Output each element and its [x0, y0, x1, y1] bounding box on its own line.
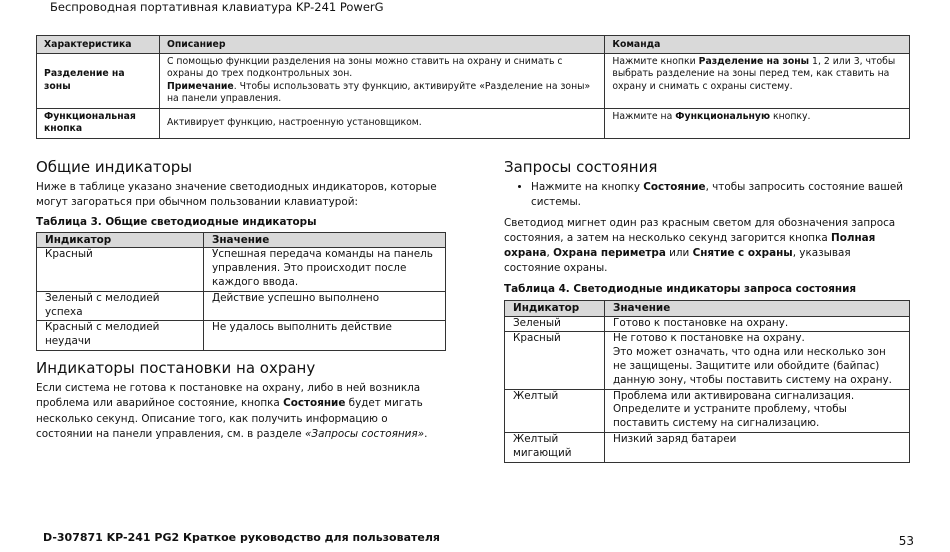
- table-header-row: Индикатор Значение: [505, 300, 910, 316]
- header-cell: Команда: [605, 36, 910, 54]
- feature-cell: Функциональная кнопка: [37, 108, 160, 138]
- table-row: Зеленый Готово к постановке на охрану.: [505, 316, 910, 332]
- description-cell: С помощью функции разделения на зоны можно ставить на охрану и снимать с охраны до трех подконтрольных зон. Примечание. Чтобы использовать эту функцию, активируйте «Разделение на зоны» на панели управления.: [159, 53, 604, 108]
- command-cell: Нажмите на Функциональную кнопку.: [605, 108, 910, 138]
- command-cell: Нажмите кнопки Разделение на зоны 1, 2 или 3, чтобы выбрать разделение на зоны перед тем, как ставить на охрану и снимать с охраны систему.: [605, 53, 910, 108]
- description-cell: Активирует функцию, настроенную установщиком.: [159, 108, 604, 138]
- header-cell: Описаниер: [159, 36, 604, 54]
- page-number: 53: [898, 534, 914, 548]
- table-header-row: [37, 36, 910, 54]
- table-row: Красный с мелодией неудачи Не удалось выполнить действие: [37, 321, 446, 351]
- list-item: • Нажмите на кнопку Состояние, чтобы запросить состояние вашей системы.: [531, 180, 910, 211]
- feature-cell: Разделение на зоны: [37, 53, 160, 108]
- header-cell: Характеристика: [37, 36, 160, 54]
- table4-caption: Таблица 4. Светодиодные индикаторы запроса состояния: [504, 282, 857, 295]
- note-text: . Чтобы использовать эту функцию, активируйте «Разделение на зоны» на панели управления.: [166, 80, 591, 104]
- status-indicators-table: [504, 300, 910, 463]
- table-row: Желтый Проблема или активирована сигнализация. Определите и устраните проблему, чтобы поставить систему на сигнализацию.: [505, 389, 910, 432]
- section-heading-status: Запросы состояния: [504, 158, 658, 176]
- table-row: [37, 53, 910, 108]
- note-label: Примечание: [166, 80, 234, 92]
- page-header: Беспроводная портативная клавиатура KP-241 PowerG: [50, 0, 384, 14]
- arming-paragraph: Если система не готова к постановке на охрану, либо в ней возникла проблема или аварийное состояние, кнопка Состояние будет мигать несколько секунд. Описание того, как получить информацию о состоянии на панели управления, см. в разделе «Запросы состояния».: [36, 381, 428, 440]
- table-row: Желтый мигающий Низкий заряд батареи: [505, 432, 910, 462]
- footer-document-title: D-307871 KP-241 PG2 Краткое руководство для пользователя: [43, 531, 440, 544]
- section-heading-general: Общие индикаторы: [36, 158, 193, 176]
- table3-caption: Таблица 3. Общие светодиодные индикаторы: [36, 215, 317, 228]
- general-indicators-table: [36, 232, 446, 351]
- table-row: Зеленый с мелодией успеха Действие успешно выполнено: [37, 291, 446, 321]
- table-row: Красный Успешная передача команды на панель управления. Это происходит после каждого ввода.: [37, 248, 446, 291]
- section-heading-arming: Индикаторы постановки на охрану: [36, 358, 316, 377]
- status-paragraph: Светодиод мигнет один раз красным светом для обозначения запроса состояния, а затем на несколько секунд загорится кнопка Полная охрана, Охрана периметра или Снятие с охраны, указывая состояние охраны.: [504, 216, 896, 275]
- table-row: [37, 108, 910, 138]
- table-header-row: Индикатор Значение: [37, 232, 446, 248]
- status-bullet-list: [504, 180, 910, 211]
- left-column: [36, 158, 446, 442]
- general-intro: Ниже в таблице указано значение светодиодных индикаторов, которые могут загораться при обычном пользовании клавиатурой:: [36, 181, 437, 209]
- right-column: [504, 158, 910, 463]
- table-row: Красный Не готово к постановке на охрану. Это может означать, что одна или несколько зон не защищены. Защитите или обойдите (байпас) данную зону, чтобы поставить систему на охрану.: [505, 332, 910, 389]
- features-table: [36, 35, 910, 139]
